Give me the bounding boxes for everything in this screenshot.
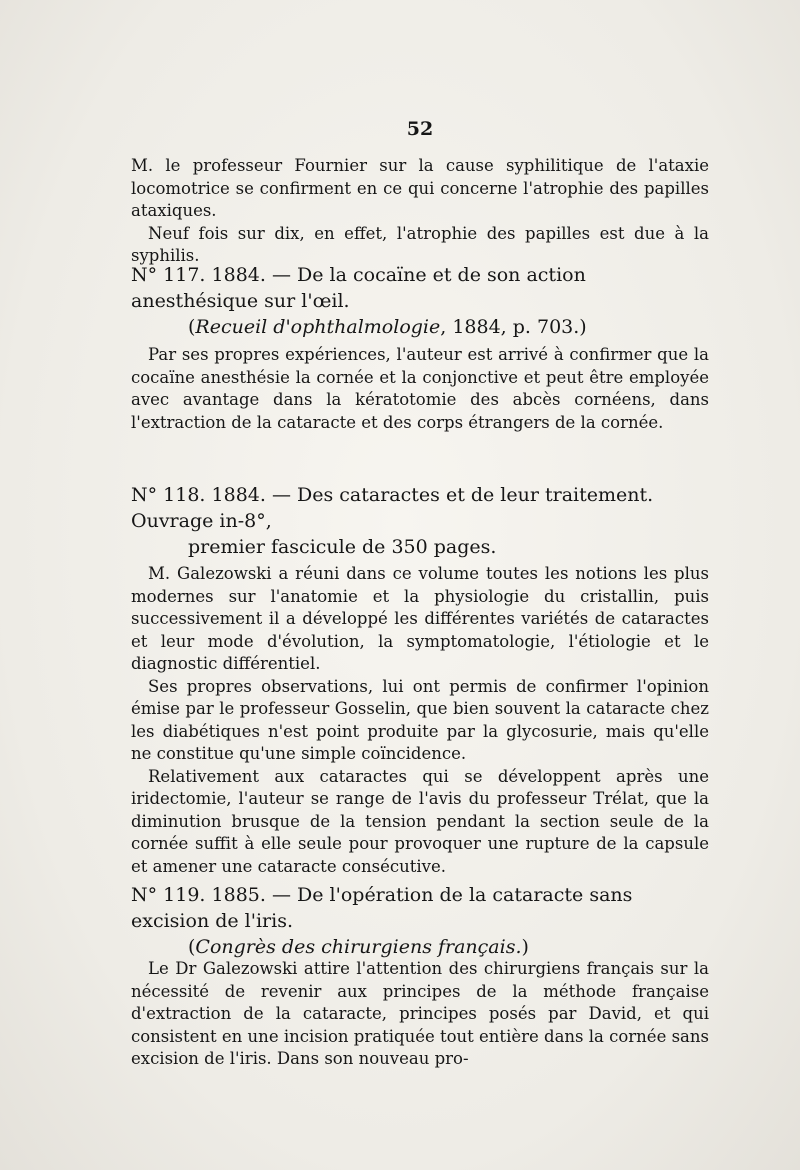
entry-117-title: — De la cocaïne et de son action anesthésique sur l'œil. <box>131 264 586 312</box>
entry-119-source: (Congrès des chirurgiens français.) <box>188 936 529 958</box>
entry-118-heading <box>131 482 716 560</box>
entry-117-journal: Recueil d'ophthalmologie <box>195 316 441 338</box>
entry-118-paragraph-1: M. Galezowski a réuni dans ce volume toutes les notions les plus modernes sur l'anatomie et la physiologie du cristallin, puis successivement il a développé les différentes variétés de cataractes et leur mode d'évolution, la symptomatologie, l'étiologie et le diagnostic différentiel. <box>131 564 709 673</box>
entry-119-body <box>131 958 709 1071</box>
entry-117-number: N° 117. <box>131 264 206 286</box>
entry-119-paragraph-1: Le Dr Galezowski attire l'attention des chirurgiens français sur la nécessité de revenir aux principes de la méthode française d'extraction de la cataracte, principes posés par David, et qui consistent en une incision pratiquée tout entière dans la cornée sans excision de l'iris. Dans son nouveau pro- <box>131 959 709 1068</box>
entry-119-title: — De l'opération de la cataracte sans excision de l'iris. <box>131 884 633 932</box>
entry-119-year: 1885. <box>211 884 266 906</box>
entry-118-number: N° 118. <box>131 484 206 506</box>
entry-117-heading <box>131 262 716 340</box>
entry-117-paragraph-1: Par ses propres expériences, l'auteur est arrivé à confirmer que la cocaïne anesthésie la cornée et la conjonctive et peut être employée avec avantage dans la kératotomie des abcès cornéens, dans l'extraction de la cataracte et des corps étrangers de la cornée. <box>131 345 709 432</box>
entry-119-heading <box>131 882 716 960</box>
entry-119-number: N° 119. <box>131 884 206 906</box>
page-number: 52 <box>406 118 434 140</box>
entry-118-title: — Des cataractes et de leur traitement. Ouvrage in-8°, <box>131 484 654 532</box>
entry-119-journal: Congrès des chirurgiens français. <box>195 936 522 958</box>
entry-118-year: 1884. <box>211 484 266 506</box>
entry-118-paragraph-3: Relativement aux cataractes qui se développent après une iridectomie, l'auteur se range de l'avis du professeur Trélat, que la diminution brusque de la tension pendant la section seule de la cornée suffit à elle seule pour provoquer une rupture de la capsule et amener une cataracte consécutive. <box>131 766 709 876</box>
intro-paragraph-1: M. le professeur Fournier sur la cause syphilitique de l'ataxie locomotrice se confirment en ce qui concerne l'atrophie des papilles ataxiques. <box>131 156 709 220</box>
entry-118-paragraph-2: Ses propres observations, lui ont permis de confirmer l'opinion émise par le professeur Gosselin, que bien souvent la cataracte chez les diabétiques n'est point produite par la glycosurie, mais qu'elle ne constitue qu'une simple coïncidence. <box>131 676 709 763</box>
entry-117-body <box>131 344 709 434</box>
entry-117-year: 1884. <box>211 264 266 286</box>
intro-paragraph-2: Neuf fois sur dix, en effet, l'atrophie des papilles est due à la syphilis. <box>131 223 709 265</box>
entry-118-body <box>131 563 709 878</box>
entry-118-subtitle: premier fascicule de 350 pages. <box>188 536 497 558</box>
intro-section <box>131 155 709 268</box>
entry-117-source: (Recueil d'ophthalmologie, 1884, p. 703.) <box>188 316 587 338</box>
